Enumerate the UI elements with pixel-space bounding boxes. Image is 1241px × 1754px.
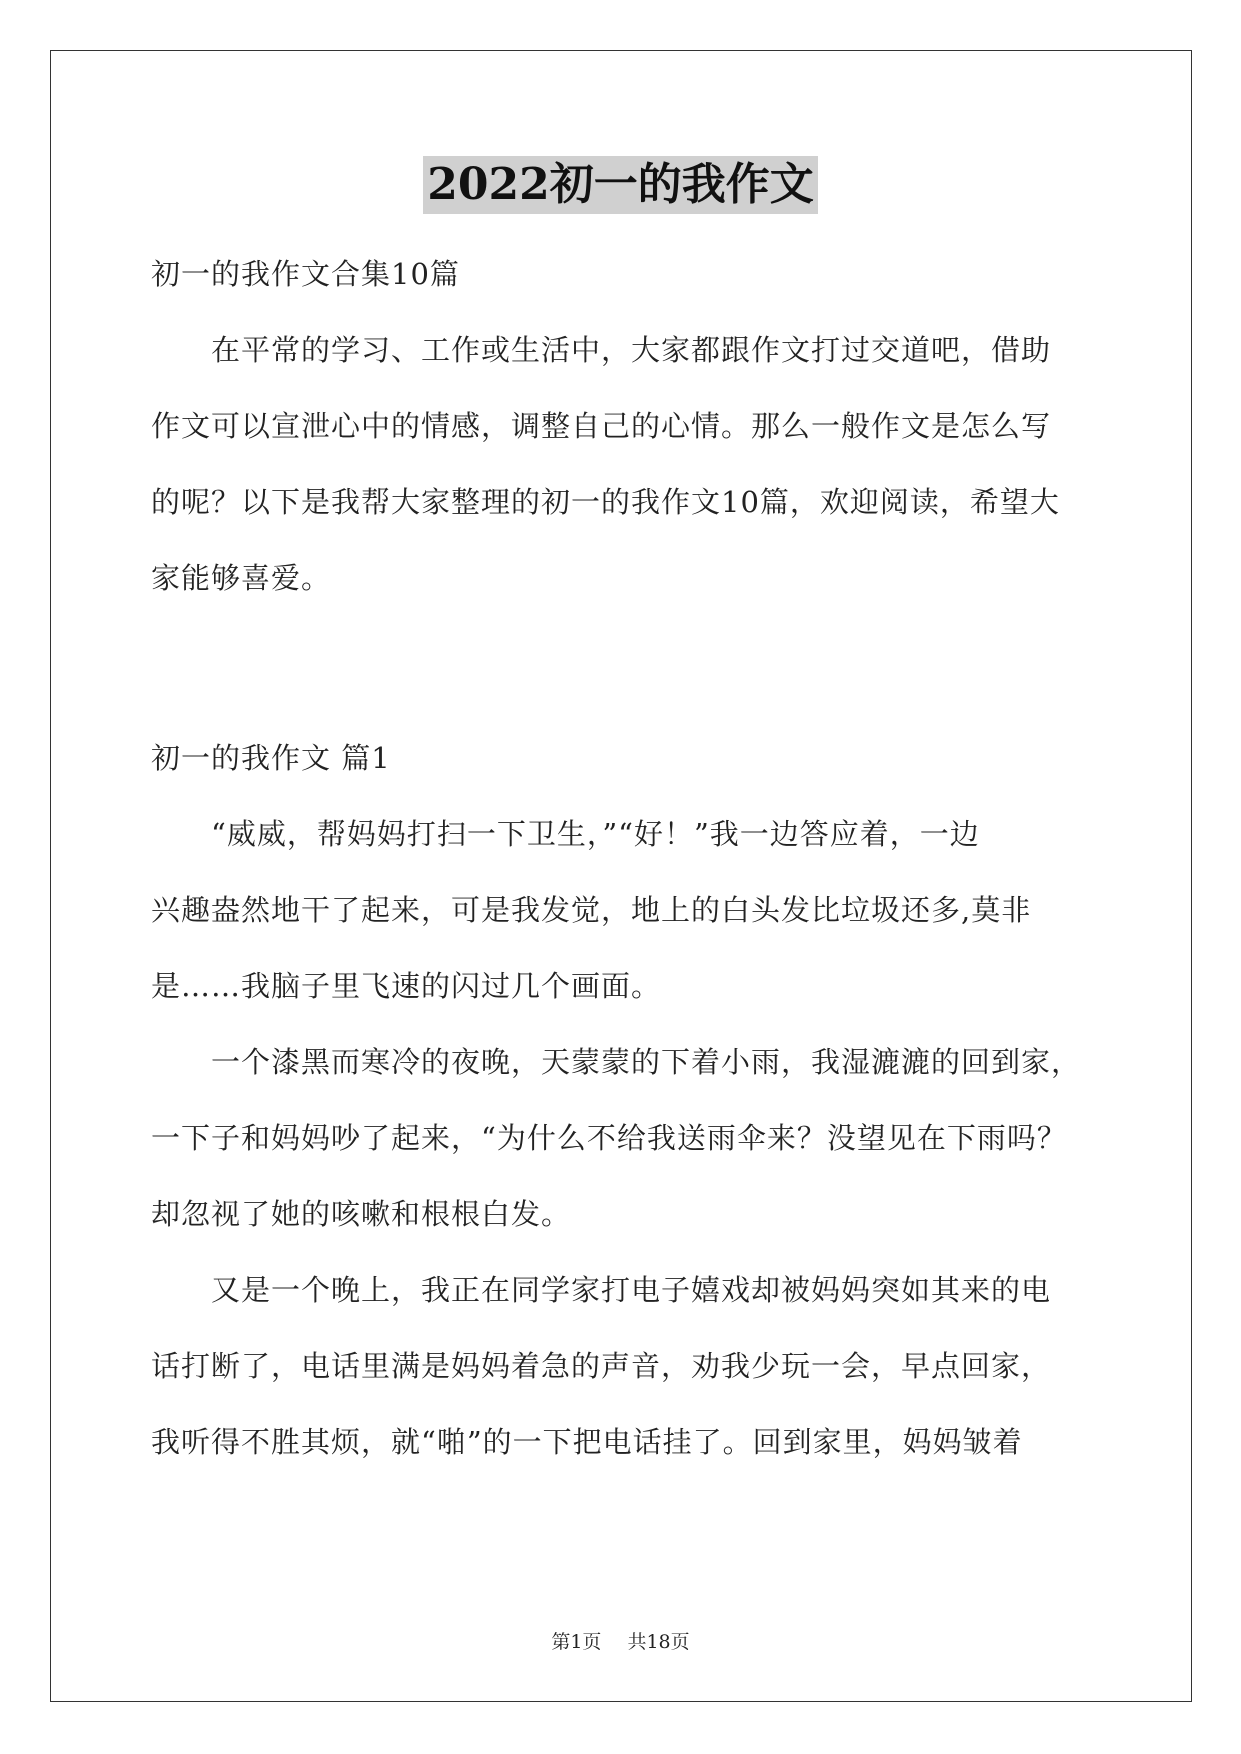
text-line: 却忽视了她的咳嗽和根根白发。 <box>151 1197 572 1231</box>
page-total: 共18页 <box>627 1631 690 1653</box>
text-line: 又是一个晚上，我正在同学家打电子嬉戏却被妈妈突如其来的电 <box>151 1273 1052 1307</box>
subtitle-line: 初一的我作文合集10篇 <box>151 257 460 291</box>
text-line: 的呢？以下是我帮大家整理的初一的我作文10篇，欢迎阅读，希望大 <box>151 485 1060 519</box>
document-title-block <box>0 156 1241 214</box>
document-title: 2022初一的我作文 <box>423 156 817 214</box>
text-line: 是……我脑子里飞速的闪过几个画面。 <box>151 969 662 1003</box>
text-line: 话打断了，电话里满是妈妈着急的声音，劝我少玩一会，早点回家， <box>151 1349 1052 1383</box>
text-line: 在平常的学习、工作或生活中，大家都跟作文打过交道吧，借助 <box>151 333 1052 367</box>
text-line: 一个漆黑而寒冷的夜晚，天蒙蒙的下着小雨，我湿漉漉的回到家， <box>151 1045 1082 1079</box>
text-line: “威威，帮妈妈打扫一下卫生，”“好！”我一边答应着，一边 <box>151 817 980 851</box>
text-line: 兴趣盎然地干了起来，可是我发觉，地上的白头发比垃圾还多,莫非 <box>151 893 1032 927</box>
text-line: 一下子和妈妈吵了起来，“为什么不给我送雨伞来？没望见在下雨吗？ <box>151 1121 1067 1155</box>
text-line: 作文可以宣泄心中的情感，调整自己的心情。那么一般作文是怎么写 <box>151 409 1052 443</box>
page-footer <box>0 1627 1241 1654</box>
text-line: 家能够喜爱。 <box>151 561 332 595</box>
text-line: 我听得不胜其烦，就“啪”的一下把电话挂了。回到家里，妈妈皱着 <box>151 1425 1023 1459</box>
page-number: 第1页 <box>551 1631 602 1653</box>
section-heading: 初一的我作文 篇1 <box>151 741 391 775</box>
